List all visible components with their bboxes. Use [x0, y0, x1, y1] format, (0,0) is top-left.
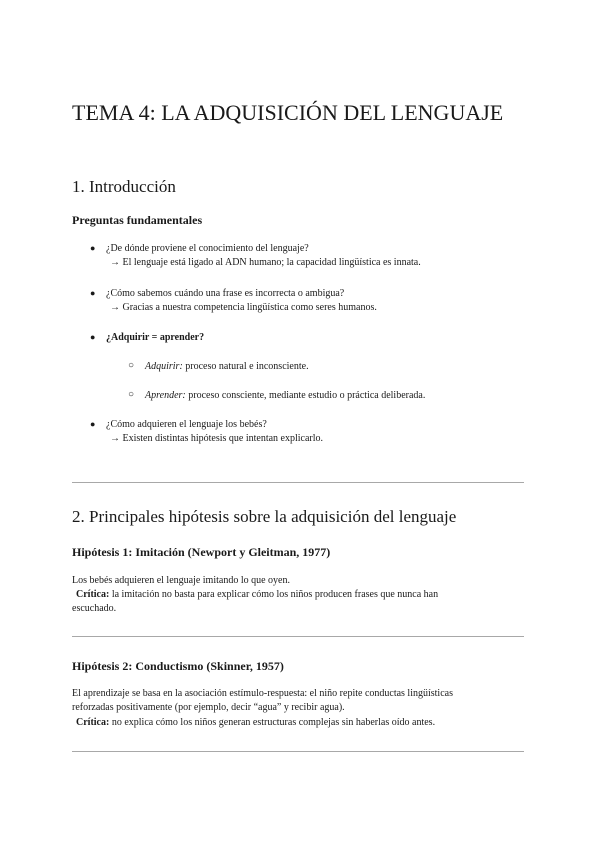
critica-text: no explica cómo los niños generan estructuras complejas sin haberlas oído antes. — [111, 717, 436, 728]
divider — [72, 482, 524, 483]
answer-1: → El lenguaje está ligado al ADN humano; la capacidad lingüística es innata. — [110, 257, 421, 268]
hypothesis-2-text-1: El aprendizaje se basa en la asociación estímulo-respuesta: el niño repite conductas lingüísticas — [72, 688, 453, 699]
critica-label: Crítica: — [76, 589, 110, 600]
answer-2: → Gracias a nuestra competencia lingüística como seres humanos. — [110, 302, 377, 313]
hypothesis-1-critica — [76, 588, 438, 602]
hypothesis-2-title: Hipótesis 2: Conductismo (Skinner, 1957) — [72, 659, 284, 673]
divider — [72, 636, 524, 637]
answer-4: → Existen distintas hipótesis que intentan explicarlo. — [110, 433, 324, 444]
circle-bullet-icon: ○ — [128, 389, 135, 400]
question-1: ¿De dónde proviene el conocimiento del lenguaje? — [106, 243, 309, 254]
divider — [72, 751, 524, 752]
hypothesis-2-text-2: reforzadas positivamente (por ejemplo, decir “agua” y recibir agua). — [72, 702, 345, 713]
subitem-aprender — [145, 389, 425, 403]
question-2: ¿Cómo sabemos cuándo una frase es incorrecta o ambigua? — [106, 288, 345, 299]
text-adquirir: proceso natural e inconsciente. — [185, 361, 309, 372]
section-heading-hipotesis: 2. Principales hipótesis sobre la adquisición del lenguaje — [72, 507, 457, 526]
hypothesis-1-critica-cont: escuchado. — [72, 603, 117, 614]
critica-text: la imitación no basta para explicar cómo los niños producen frases que nunca han — [111, 589, 439, 600]
question-3: ¿Adquirir = aprender? — [106, 332, 205, 343]
hypothesis-2-critica — [76, 716, 435, 730]
bullet-icon: ● — [90, 288, 96, 298]
bullet-icon: ● — [90, 332, 96, 342]
hypothesis-1-text: Los bebés adquieren el lenguaje imitando lo que oyen. — [72, 575, 290, 586]
term-adquirir: Adquirir: — [145, 361, 183, 372]
bullet-icon: ● — [90, 243, 96, 253]
question-4: ¿Cómo adquieren el lenguaje los bebés? — [106, 419, 267, 430]
circle-bullet-icon: ○ — [128, 360, 135, 371]
hypothesis-1-title: Hipótesis 1: Imitación (Newport y Gleitman, 1977) — [72, 545, 331, 559]
bullet-icon: ● — [90, 419, 96, 429]
subitem-adquirir — [145, 360, 309, 374]
section-heading-introduccion: 1. Introducción — [72, 177, 176, 196]
text-aprender: proceso consciente, mediante estudio o práctica deliberada. — [188, 390, 426, 401]
term-aprender: Aprender: — [145, 390, 186, 401]
page-title: TEMA 4: LA ADQUISICIÓN DEL LENGUAJE — [72, 100, 504, 125]
critica-label: Crítica: — [76, 717, 110, 728]
subheading-preguntas: Preguntas fundamentales — [72, 213, 203, 227]
